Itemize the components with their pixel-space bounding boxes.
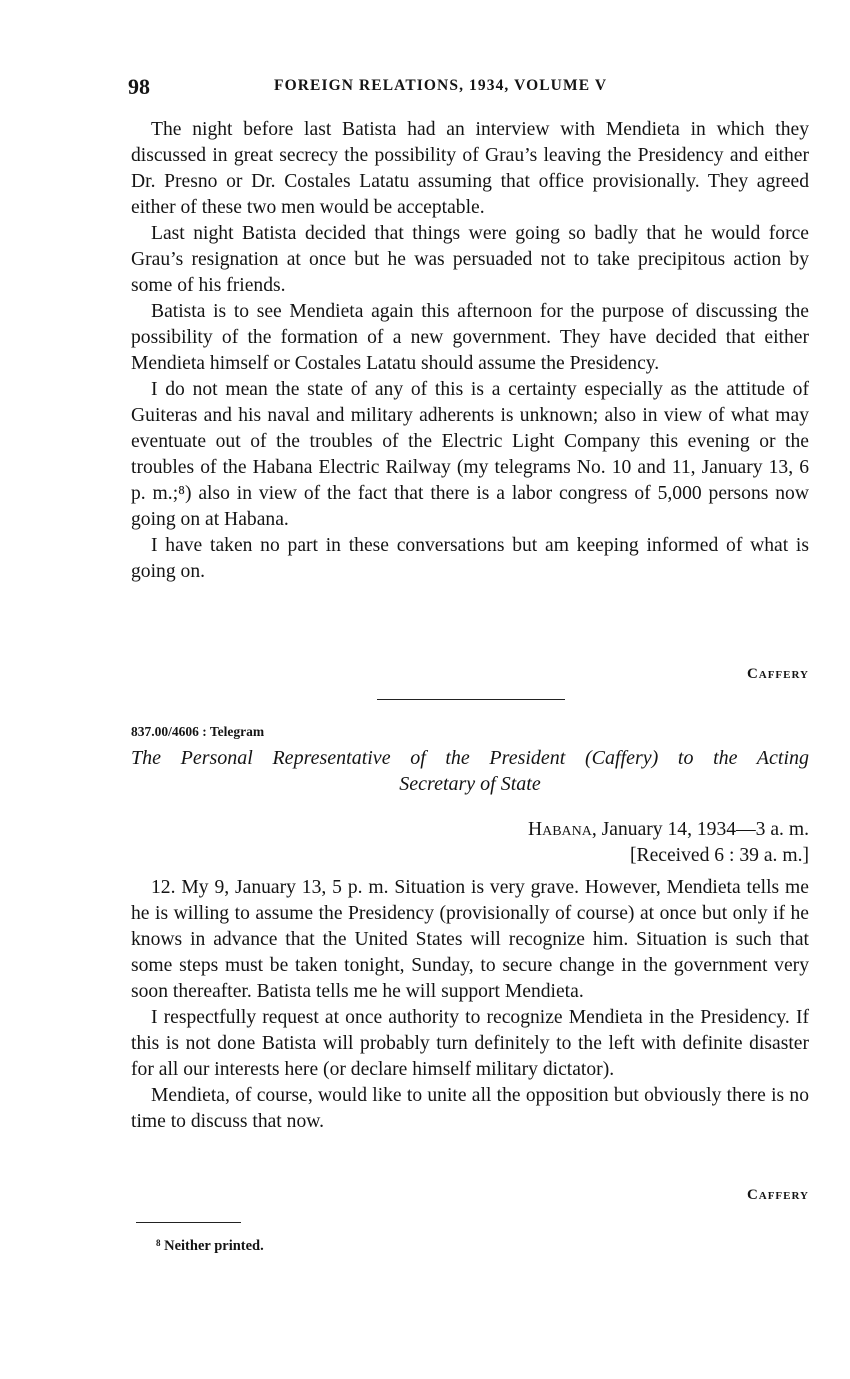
footnote-text: Neither printed. [164,1238,264,1254]
paragraph: Mendieta, of course, would like to unite all the opposition but obviously there is no time to discuss that now. [131,1085,809,1132]
dateline-place: Habana, [527,819,597,840]
file-reference: 837.00/4606 : Telegram [131,724,265,739]
dateline [528,819,809,841]
paragraph: Last night Batista decided that things were going so badly that he would force Grau’s resignation at once but he was persuaded not to take precipitous action by some of his friends. [131,223,809,296]
footnote-rule [136,1222,241,1223]
telegram-2-body [131,875,809,1135]
page-number: 98 [128,74,150,99]
running-title: FOREIGN RELATIONS, 1934, VOLUME V [274,77,608,94]
footnote [156,1238,264,1255]
signature-caffery-2: Caffery [746,1187,809,1203]
document-heading [131,745,809,797]
footnote-marker: 8 [156,1238,161,1248]
paragraph: I do not mean the state of any of this is a certainty especially as the attitude of Guiteras and his naval and military adherents is unknown; also in view of what may eventuate out of the troubles of the Electric Light Company this evening or the troubles of the Habana Electric Railway (my telegrams No. 10 and 11, January 13, 6 p. m.;⁸) also in view of the fact that there is a labor congress of 5,000 persons now going on at Habana. [131,379,809,530]
paragraph: I have taken no part in these conversations but am keeping informed of what is going on. [131,535,809,582]
running-head [128,74,810,100]
heading-line-1: The Personal Representative of the President (Caffery) to the Acting [131,747,809,769]
paragraph: 12. My 9, January 13, 5 p. m. Situation is very grave. However, Mendieta tells me he is willing to assume the Presidency (provisionally of course) at once but only if he knows in advance that the United States will recognize him. Situation is such that some steps must be taken tonight, Sunday, to secure change in the government very soon thereafter. Batista tells me he will support Mendieta. [131,877,809,1002]
heading-line-2: Secretary of State [399,773,541,795]
dateline-date: January 14, 1934—3 a. m. [596,819,809,840]
section-divider [377,699,565,700]
telegram-1-body [131,117,809,585]
received-time: [Received 6 : 39 a. m.] [629,845,809,866]
paragraph: Batista is to see Mendieta again this afternoon for the purpose of discussing the possibility of the formation of a new government. They have decided that either Mendieta himself or Costales Latatu should assume the Presidency. [131,301,809,374]
signature-caffery-1: Caffery [746,666,809,682]
paragraph: I respectfully request at once authority to recognize Mendieta in the Presidency. If this is not done Batista will probably turn definitely to the left with definite disaster for all our interests here (or declare himself military dictator). [131,1007,809,1080]
paragraph: The night before last Batista had an interview with Mendieta in which they discussed in great secrecy the possibility of Grau’s leaving the Presidency and either Dr. Presno or Dr. Costales Latatu assuming that office provisionally. They agreed either of these two men would be acceptable. [131,119,809,218]
